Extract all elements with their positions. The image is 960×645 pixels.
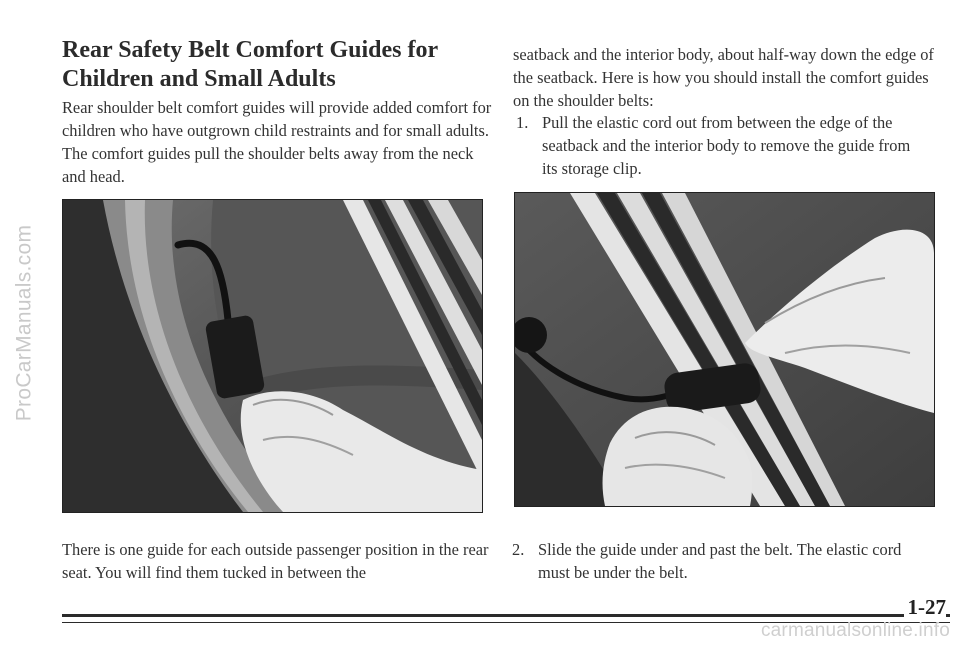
page-number: 1-27	[904, 595, 947, 620]
bottom-watermark: carmanualsonline.info	[760, 620, 950, 641]
section-heading: Rear Safety Belt Comfort Guides for Children and Small Adults	[62, 37, 438, 92]
slide-guide-photo	[514, 192, 935, 507]
side-watermark-text: ProCarManuals.com	[12, 224, 35, 421]
step-2	[512, 538, 922, 584]
step-1-number: 1.	[516, 113, 529, 132]
continued-paragraph: seatback and the interior body, about half-way down the edge of the seatback. Here is how you should install the comfort guides on the shoulder belts:	[513, 45, 934, 110]
step-1-text: Pull the elastic cord out from between the edge of the seatback and the interior body to remove the guide from its storage clip.	[542, 113, 911, 178]
location-paragraph: There is one guide for each outside passenger position in the rear seat. You will find them tucked in between the	[62, 540, 489, 582]
footer-rule-thick	[62, 614, 950, 617]
intro-paragraph: Rear shoulder belt comfort guides will provide added comfort for children who have outgrown child restraints and for small adults. The comfort guides pull the shoulder belts away from the neck and head.	[62, 98, 492, 186]
slide-guide-illustration	[515, 193, 934, 506]
step-2-text: Slide the guide under and past the belt. The elastic cord must be under the belt.	[538, 540, 902, 582]
storage-clip-illustration	[63, 200, 482, 512]
step-2-number: 2.	[512, 540, 525, 559]
side-watermark	[10, 0, 38, 645]
storage-clip-photo	[62, 199, 483, 513]
step-1	[516, 111, 916, 180]
